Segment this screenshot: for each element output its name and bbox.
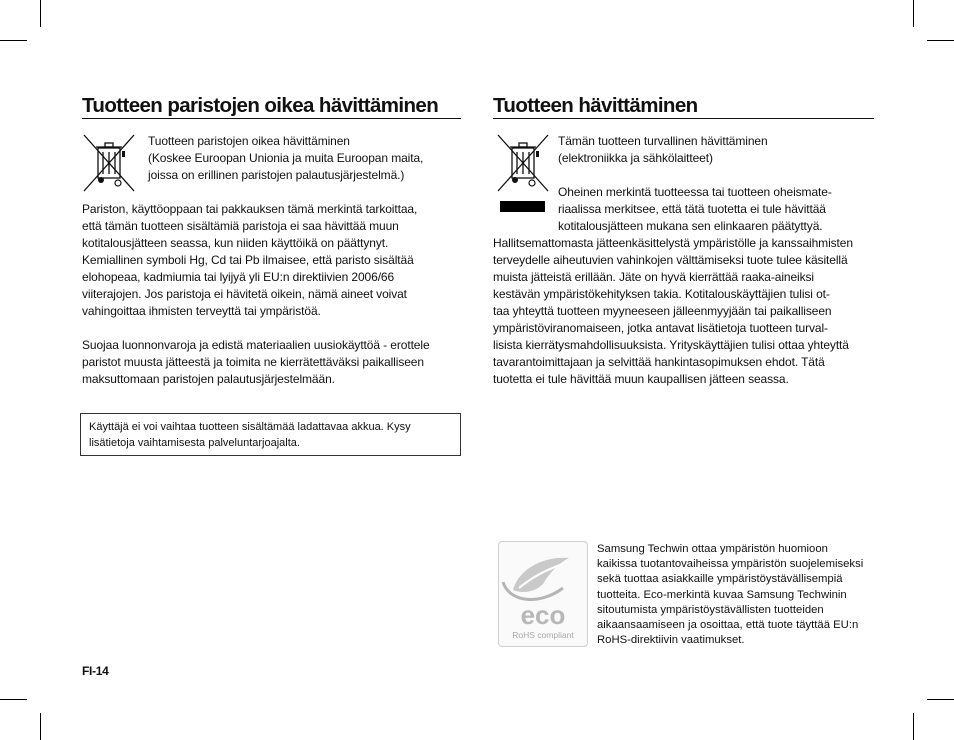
text-line: elohopeaa, kadmiumia tai lyijyä yli EU:n direktiivien 2006/66 <box>82 270 395 284</box>
text-line: Samsung Techwin ottaa ympäristön huomioon <box>597 543 828 555</box>
text-line: viiterajojen. Jos paristoja ei hävitetä oikein, nämä aineet voivat <box>82 287 407 301</box>
text-line: tuotteita. Eco-merkintä kuvaa Samsung Techwinin <box>597 588 847 601</box>
battery-disposal-title: Tuotteen paristojen oikea hävittäminen <box>82 95 461 119</box>
text-line: tavarantoimittajaan ja selvittää hankintasopimuksen ehdot. Tätä <box>493 355 825 369</box>
text-line: muista jätteistä erillään. Jäte on hyvä kierrättää raaka-aineiksi <box>493 270 814 284</box>
text-line: lisätietoja vaihtamisesta palveluntarjoajalta. <box>89 437 300 449</box>
crop-mark <box>0 40 27 41</box>
crop-mark <box>0 699 27 700</box>
eco-leaf-icon <box>499 542 587 646</box>
crossed-out-wheelie-bin-weee-icon <box>495 132 551 194</box>
text-line: Tämän tuotteen turvallinen hävittäminen <box>558 134 768 148</box>
product-disposal-title: Tuotteen hävittäminen <box>493 95 874 119</box>
crop-mark <box>40 713 41 740</box>
eco-description <box>597 542 863 648</box>
text-line: (Koskee Euroopan Unionia ja muita Euroopan maita, <box>148 151 424 165</box>
text-line: lisista kierrätysmahdollisuuksista. Yrityskäyttäjien tulisi ottaa yhteyttä <box>493 338 849 352</box>
text-line: kestävän ympäristökehityksen takia. Kotitalouskäyttäjien tulisi ot- <box>493 287 830 301</box>
text-line: Suojaa luonnonvaroja ja edistä materiaalien uusiokäyttöä - erottele <box>82 338 430 352</box>
battery-intro <box>148 133 423 184</box>
text-line: terveydelle aiheutuvien vahinkojen välttämiseksi tuote tulee käsitellä <box>493 253 848 267</box>
battery-paragraph-1 <box>82 201 417 320</box>
eco-caption: RoHS compliant <box>512 630 574 640</box>
eco-logo <box>498 541 588 647</box>
text-line: että tämän tuotteen sisältämiä paristoja ei saa hävittää muun <box>82 219 399 233</box>
text-line: (elektroniikka ja sähkölaitteet) <box>558 151 713 165</box>
battery-note-box <box>80 413 461 456</box>
product-body-paragraph <box>493 235 853 388</box>
crop-mark <box>913 713 914 740</box>
text-line: maksuttomaan paristojen palautusjärjestelmään. <box>82 372 335 386</box>
text-line: vahingoittaa ihmisten terveyttä tai ympäristöä. <box>82 304 321 318</box>
product-indented-paragraph <box>558 184 832 235</box>
text-line: Pariston, käyttöoppaan tai pakkauksen tämä merkintä tarkoittaa, <box>82 202 418 216</box>
text-line: sekä tuottaa asiakkaille ympäristöystävällisempiä <box>597 573 843 586</box>
text-line: kotitalousjätteen mukana sen elinkaaren päätyttyä. <box>558 219 823 233</box>
text-line: riaalissa merkitsee, että tätä tuotetta ei tule hävittää <box>558 202 826 216</box>
text-line: taa yhteyttä tuotteen myyneeseen jälleenmyyjään tai paikalliseen <box>493 304 832 318</box>
text-line: kotitalousjätteen seassa, kun niiden käyttöikä on päättynyt. <box>82 236 389 250</box>
page-number: FI-14 <box>82 664 109 678</box>
text-line: tuotetta ei tule hävittää muun kaupallisen jätteen seassa. <box>493 372 789 386</box>
battery-paragraph-2 <box>82 337 430 388</box>
crop-mark <box>927 699 954 700</box>
text-line: Oheinen merkintä tuotteessa tai tuotteen oheismate- <box>558 185 832 199</box>
text-line: aikaansaamiseen ja osoittaa, että tuote täyttää EU:n <box>597 619 859 632</box>
text-line: RoHS-direktiivin vaatimukset. <box>597 634 745 647</box>
text-line: kaikissa tuotantovaiheissa ympäristön suojelemiseksi <box>597 558 864 571</box>
crop-mark <box>927 40 954 41</box>
crossed-out-wheelie-bin-battery-icon <box>81 132 137 194</box>
weee-black-bar <box>500 201 545 212</box>
text-line: Hallitsemattomasta jätteenkäsittelystä ympäristölle ja kanssaihmisten <box>493 236 853 250</box>
crop-mark <box>913 0 914 27</box>
text-line: paristot muusta jätteestä ja toimita ne kierrätettäväksi paikalliseen <box>82 355 424 369</box>
eco-word: eco <box>520 600 566 630</box>
crop-mark <box>40 0 41 27</box>
text-line: Käyttäjä ei voi vaihtaa tuotteen sisältämää ladattavaa akkua. Kysy <box>89 421 411 433</box>
text-line: Kemiallinen symboli Hg, Cd tai Pb ilmaisee, että paristo sisältää <box>82 253 414 267</box>
product-intro <box>558 133 768 167</box>
text-line: joissa on erillinen paristojen palautusjärjestelmä.) <box>148 168 405 182</box>
text-line: sitoutumista ympäristöystävällisten tuotteiden <box>597 603 824 616</box>
text-line: Tuotteen paristojen oikea hävittäminen <box>148 134 350 148</box>
text-line: ympäristöviranomaiseen, jotka antavat lisätietoja tuotteen turval- <box>493 321 828 335</box>
